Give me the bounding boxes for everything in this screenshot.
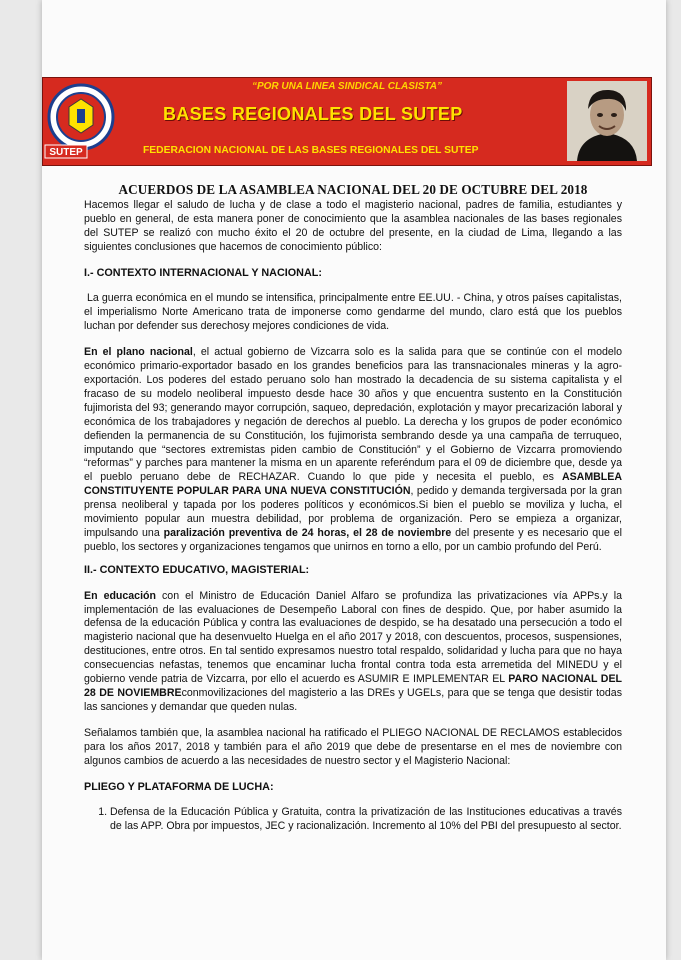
document-title: ACUERDOS DE LA ASAMBLEA NACIONAL DEL 20 DE OCTUBRE DEL 2018 [118, 182, 588, 197]
list-item: 1. Defensa de la Educación Pública y Gratuita, contra la privatización de las Instituciones educativas a través de las APP. Obra por impuestos, JEC y racionalización. Incremento al 10% del PBI del presupuesto al sector. [110, 806, 622, 834]
logo-text: SUTEP [49, 147, 83, 158]
section-2-paragraph-1 [84, 590, 622, 715]
section-1-paragraph-1: La guerra económica en el mundo se intensifica, principalmente entre EE.UU. - China, y otros países capitalistas, el imperialismo Norte Americano trata de imponerse como gendarme del mundo, claro está que los pueblos luchan por defender sus derechosy mejores condiciones de vida. [84, 292, 622, 333]
intro-paragraph: Hacemos llegar el saludo de lucha y de clase a todo el magisterio nacional, padres de familia, estudiantes y pueblo en general, de esta manera poner de conocimiento que la asamblea nacionales de las bases regionales del SUTEP se realizó con mucho éxito el 20 de octubre del presente, en la ciudad de Lima, llegando a las siguientes conclusiones que hacemos de conocimiento público: [84, 198, 622, 253]
text-run: , el actual gobierno de Vizcarra solo es la salida para que se continúe con el modelo económico primario-exportador basado en los grandes beneficios para las transnacionales mineras y la agro-exportación. Los poderes del estado peruano solo han mostrado la decadencia de su sistema capitalista y el fracaso de su modelo neoliberal impuesto desde hace 30 años y que encuentra sustento en la Constitución fujimorista del 93; generando mayor corrupción, saqueo, depredación, explotación y mayor precarización laboral y económica de los trabajadores y negación de derechos al pueblo. La derecha y los grupos de poder económico defienden la permanencia de su Constitución, los fujimorista sembrando desde ya una campaña de terruqueo, imputando que “sectores extremistas piden cambio de Constitución” y el Gobierno de Vizcarra promoviendo “reformas” y parches para mantener la misma en un aparente referéndum para el 09 de diciembre que, desde ya el pueblo peruano debe de RECHAZAR. Cuando lo que pide y necesita el pueblo, es [84, 346, 622, 484]
bold-text: ASAMBLEA CONSTITUYENTE POPULAR PARA UNA NUEVA CONSTITUCIÓN [84, 471, 622, 498]
header-subtitle: FEDERACION NACIONAL DE LAS BASES REGIONALES DEL SUTEP [143, 145, 479, 156]
demands-list [84, 806, 622, 834]
section-1-heading: I.- CONTEXTO INTERNACIONAL Y NACIONAL: [84, 266, 322, 279]
text-run: conmovilizaciones del magisterio a las DREs y UGELs, para que se tenga que desistir todas las sanciones y demandar que queden nulas. [84, 687, 622, 713]
text-run: , pedido y demanda tergiversada por la gran prensa neoliberal y tapada por los poderes políticos y económicos.Si bien el pueblo se moviliza y lucha, el movimiento popular aun muestra debilidad, por problema de organización. Pero se empieza a organizar, impulsando una [84, 485, 622, 539]
text-run: del presente y es necesario que el pueblo, los sectores y organizaciones tengamos que unirnos en torno a ello, por un cambio profundo del Perú. [84, 526, 622, 553]
bold-text: En el plano nacional [84, 346, 193, 359]
header-banner [42, 77, 652, 166]
section-3-heading: PLIEGO Y PLATAFORMA DE LUCHA: [84, 780, 274, 793]
bold-text: En educación [84, 589, 156, 602]
text-run: con el Ministro de Educación Daniel Alfaro se profundiza las privatizaciones vía APPs.y la implementación de las evaluaciones de Desempeño Laboral con fines de despido. Que, por haber asumido la defensa de la educación Pública y contra las evaluaciones de despido, se ha desatado una persecución a todo el magisterio nacional que ha desenvuelto Huelga en el año 2017 y 2018, con descuentos, procesos, suspensiones, destituciones, entre otros. En tal sentido expresamos nuestro total respaldo, solidaridad y lucha para que no haya consecuencias nefastas, tenemos que encaminar lucha frontal contra toda esta arremetida del MINEDU y el gobierno vende patria de Vizcarra, por ello el acuerdo es ASUMIR E IMPLEMENTAR EL [84, 589, 623, 686]
section-2-heading: II.- CONTEXTO EDUCATIVO, MAGISTERIAL: [84, 563, 310, 576]
bold-text: PARO NACIONAL DEL 28 DE NOVIEMBRE [84, 673, 622, 699]
bold-text: paralización preventiva de 24 horas, el 28 de noviembre [163, 526, 452, 539]
document-body [84, 183, 622, 834]
section-1-paragraph-2 [84, 346, 622, 555]
header-title: BASES REGIONALES DEL SUTEP [163, 104, 463, 124]
header-slogan: “POR UNA LINEA SINDICAL CLASISTA” [251, 81, 442, 92]
section-2-paragraph-2: Señalamos también que, la asamblea nacional ha ratificado el PLIEGO NACIONAL DE RECLAMOS establecidos para los años 2017, 2018 y también para el año 2019 que debe de presentarse en el mes de noviembre con algunos cambios de acuerdo a las necesidades de nuestro sector y el Magisterio Nacional: [84, 726, 622, 767]
portrait-photo [567, 81, 647, 161]
sutep-logo [43, 81, 121, 161]
